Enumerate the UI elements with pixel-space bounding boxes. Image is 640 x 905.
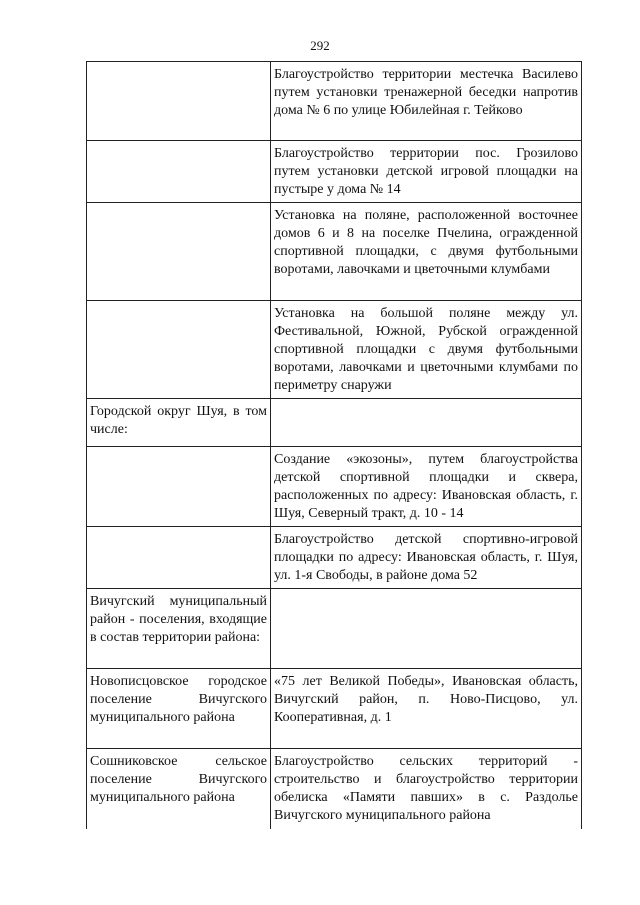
table-row [87, 447, 582, 527]
table-cell-left: Сошниковское сельское поселение Вичугского муниципального района [87, 749, 271, 829]
table-row [87, 589, 582, 669]
table-cell-left [87, 203, 271, 301]
table-cell-right: Благоустройство территории местечка Василево путем установки тренажерной беседки напротив дома № 6 по улице Юбилейная г. Тейково [271, 62, 582, 141]
table-cell-right: Установка на большой поляне между ул. Фестивальной, Южной, Рубской огражденной спортивной площадки с двумя футбольными воротами, лавочками и цветочными клумбами по периметру снаружи [271, 301, 582, 399]
page-number: 292 [310, 38, 330, 53]
table-cell-right: Создание «экозоны», путем благоустройства детской спортивной площадки и сквера, расположенных по адресу: Ивановская область, г. Шуя, Северный тракт, д. 10 - 14 [271, 447, 582, 527]
table-row [87, 301, 582, 399]
table-cell-right: Установка на поляне, расположенной восточнее домов 6 и 8 на поселке Пчелина, огражденной спортивной площадки, с двумя футбольными воротами, лавочками и цветочными клумбами [271, 203, 582, 301]
table-cell-left [87, 62, 271, 141]
table-row [87, 62, 582, 141]
table-row [87, 527, 582, 589]
table-cell-right [271, 589, 582, 669]
document-table [86, 61, 582, 829]
table-cell-right: «75 лет Великой Победы», Ивановская область, Вичугский район, п. Ново-Писцово, ул. Кооперативная, д. 1 [271, 669, 582, 749]
table-row [87, 749, 582, 829]
table-row [87, 399, 582, 447]
table-cell-right [271, 399, 582, 447]
table-cell-right: Благоустройство территории пос. Грозилово путем установки детской игровой площадки на пустыре у дома № 14 [271, 141, 582, 203]
table-cell-left [87, 141, 271, 203]
table-row [87, 141, 582, 203]
table-cell-left: Вичугский муниципальный район - поселения, входящие в состав территории района: [87, 589, 271, 669]
table-cell-left [87, 447, 271, 527]
table-cell-right: Благоустройство сельских территорий - строительство и благоустройство территории обелиска «Памяти павших» в с. Раздолье Вичугского муниципального района [271, 749, 582, 829]
table-cell-left: Городской округ Шуя, в том числе: [87, 399, 271, 447]
table-row [87, 669, 582, 749]
table-cell-right: Благоустройство детской спортивно-игровой площадки по адресу: Ивановская область, г. Шуя, ул. 1-я Свободы, в районе дома 52 [271, 527, 582, 589]
table-cell-left [87, 527, 271, 589]
table-cell-left: Новописцовское городское поселение Вичугского муниципального района [87, 669, 271, 749]
table-cell-left [87, 301, 271, 399]
table-row [87, 203, 582, 301]
